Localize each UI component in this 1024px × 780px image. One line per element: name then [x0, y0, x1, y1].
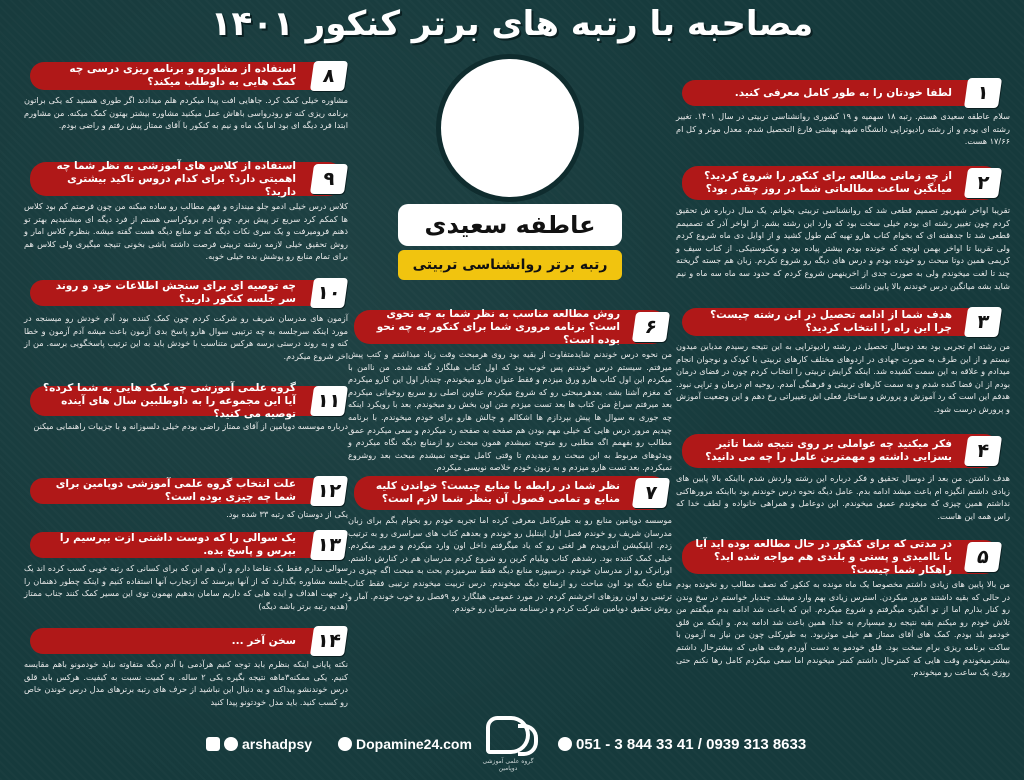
answer-12: یکی از دوستان که رتبه ۳۳ شده بود.	[226, 509, 348, 519]
question-2-number: ۲	[964, 168, 1002, 198]
instagram-icon	[206, 737, 220, 751]
question-5-number: ۵	[964, 542, 1002, 572]
answer-4: هدف داشتن. من بعد از دوسال تحقیق و فکر درباره این رشته واردش شدم بااینکه بالا پایین های زیادی داشتم انگیزه ام باعث میشد ادامه بدم. عامل دیگه نحوه درس خوندنم بود بااینکه مرورهاکنی نداشتم همین چیزی که میخوندم عمیق میخوندم. این دوعامل و همراهی خانواده و لطف خدا که راس همه این هاست.	[676, 473, 1010, 521]
answer-13: سوالی ندارم فقط یک تقاضا دارم و آن هم این که برای کسانی که رتبه خوبی کسب کرده اند یک جلسه مشاوره بگذارند که از آنها بپرسند که ازتجارب آنها استفاده کنیم و اینکه چطور ذهنمان را در جهت اهداف و ایده هایی که داریم سامان بدهیم بهمون توی این مسیر کمک کنند جناب ممتاز (هدیه رتبه برتر باشه دیگه)	[24, 563, 348, 611]
answer-3: من رشته ام تجربی بود بعد دوسال تحصیل در رشته رادیوتراپی به این نتیجه رسیدم مدیاین میدون نیستم و از این طرف به صورت جهادی در اردوهای مختلف کارهای تربیتی با کودک و نوجوان انجام میدادم و علاقه به این سمت کشیده شد. اینکه گرایش تربیتی را انتخاب کردم چون در فضای درمان بودم از ان فضا کنده شدم و به سمت کارهای تربیتی و فرهنگی آمدم. روحیه ام درمان و تراپی نبود. هدفم این است که رد آموزش و پرورش و ساختار فعلی اش تغییراتی رخ دهم و این وضعیت آموزش و پرورش درست شود.	[676, 341, 1010, 414]
answer-7: موسسه دوپامین منابع رو به طورکامل معرفی کرده اما تجربه خودم رو بخوام بگم برای زبان مدرسان شریف رو خوندم فصل اول اینتلیل رو خوندم و بعدهم کتاب های سراسری رو به ترتیب زدم. اپلیکیشن آندرویدم هر لغتی رو که یاد میگرفتم داخل اون وارد میکردم و مرور میکردم. خیلی کمک کننده بود. رشدهم کتاب ویلیام کرین رو شروع کردم مدرسان هم در کنارش داشتم. اورانرک رو از مدرسان خوندم. درسپوزه منابع دیگه فقط سرمیزدم بحث به مبحث اگه چیزی در منابع دیگه بود اون مباحث رو ازمنابع دیگه میخوندم. درس تربیت میخوندم ترتیبی فقط کتاب ترتیبی رو اون روزهای اخرشنم کردم. در مورد عمومی هیلگارد رو ۹فصل رو خوب خوندم. آمار و روش تحقیق دوپامین شرکت کردم و درسنامه مدرسان رو خوندم.	[348, 515, 672, 614]
answer-11: درباره موسسه دوپامین از آقای ممتاز راضی بودم خیلی دلسوزانه و با جزییات راهنمایی میکنن	[33, 421, 348, 431]
question-9-number: ۹	[310, 164, 348, 194]
social-text: arshadpsy	[242, 736, 313, 752]
answer-6: من نحوه درس خوندنم شایدمتفاوت از بقیه بود روی هرمبحث وقت زیاد میذاشتم و کتب پیش میرفتم. سیستم درس خوندنم پس خوب بود که اول کتاب هیلگارد گفته شده. من ناامن با میکردم این اول کتاب هارو ورق میزدم و فقط عنوان هارو میخوندم. چندبار اول این کارو میکردم که مغزم آشنا بشه. بعدهرمبحثی رو که شروع میکردم عناوین اصلی رو سریع روخوانی میکردم بعد میرفتم سراغ متن کتاب ها بعد تست میزدم متن اون بخش رو میخوندم. بعد با رویکرد اینکه چه جوری به سوال ها پیش بپردازم ها اشکالم و چالش هارو برای خودم میخوندم. با برنامه چیدیم مرور درس هایی که خیلی مهم بودن هم صفحه به صفحه رد میکردم و سعی میکردم عمق مطالب رو بفهمم اگه مطلبی رو متوجه نمیشدم همون مبحث رو ازمنابع دیگه نگاه میکردم و ویدئوهای مربوط به این مبحث رو میدیدم تا وقتی کامل متوجه نمیشدم مبحث بعد روشروع نمیکردم. بعد تست هارو میزدم و به زبون خودم خلاصه نویسی میکردم.	[348, 349, 672, 473]
question-12-head	[30, 478, 344, 504]
answer-5: من بالا پایین های زیادی داشتم مخصوصا یک ماه مونده به کنکور که نصف مطالب رو نخونده بودم در حالی که بقیه داشتند مرور میکردن. استرس زیادی بهم وارد میشد. چندبار خواستم در سخ وندن رو کنار بذارم اما از تو انگیزه میگرفتم و شروع میکردم. این که باعث شد ادامه بدم میگفتم من تلاش خودم رو میکنم بقیه نتیجه رو میسپارم به خدا. همین باعث شد ادامه بدم. و اینکه من قلق خودمو بلد بودم. کمک های آقای ممتاز هم خیلی موثربود. به طورکلی چون من نیاز به آزمون با ساکت برنامه ریزی برام سخت بود. قلق خودمو به دست آوردم وقت هایی که بیشترحال داشتم بیشترمیخوندم وقت هایی که کمترحال داشتم کمتر میخوندم اما سعی میکردم کامل رها نکنم حتی روزی یک ساعت رو میخوندم.	[676, 579, 1010, 678]
question-11-number: ۱۱	[310, 386, 348, 416]
question-4-head	[682, 434, 1000, 468]
question-8-head	[30, 62, 344, 90]
question-5-head	[682, 537, 1000, 576]
telegram-icon	[224, 737, 238, 751]
question-3-number: ۳	[964, 307, 1002, 337]
question-12-text: علت انتخاب گروه علمی آموزشی دوپامین برای شما چه چیزی بوده است؟	[55, 478, 296, 503]
question-14-head	[30, 628, 344, 654]
profile-rank: رتبه برتر روانشناسی تربیتی	[398, 250, 622, 280]
website-text: Dopamine24.com	[356, 736, 472, 752]
social-handle[interactable]	[206, 736, 312, 752]
question-1-head	[682, 80, 1000, 106]
answer-8: مشاوره خیلی کمک کرد. جاهایی افت پیدا میکردم هلم میدادند اگر طوری هستید که یکی براتون برنامه ریزی کنه تو رودرواسی باهاش عمل میکنید مشاوره بیشتر بهتون کمک میکنه. من مشاورم ابتدا فرد دیگه ای بود اما یک ماه و نیم به کنکور با آقای ممتاز پیش رفتم و راضی بودم.	[24, 95, 348, 131]
question-13-text: یک سوالی را که دوست داشتی ازت بپرسیم را بپرس و پاسخ بده.	[59, 532, 296, 557]
question-4-text: فکر میکنید چه عواملی بر روی نتیجه شما تاثیر بسزایی داشته و مهمترین عامل را چه می دانید؟	[705, 438, 952, 463]
question-2-text: از چه زمانی مطالعه برای کنکور را شروع کردید؟ میانگین ساعت مطالعاتی شما در روز چقدر بود؟	[704, 170, 952, 195]
dopamine-logo	[478, 716, 538, 772]
question-12-number: ۱۲	[310, 476, 348, 506]
phone-text: 051 - 3 844 33 41 / 0939 313 8633	[576, 736, 807, 753]
phone-icon	[558, 737, 572, 751]
question-9-text: استفاده از کلاس های آموزشی به نظر شما چه اهمیتی دارد؟ برای کدام دروس تاکید بیشتری دارید؟	[56, 159, 296, 198]
question-7-text: نظر شما در رابطه با منابع چیست؟ خواندن کلیه منابع و تمامی فصول آن بنظر شما لازم است؟	[375, 480, 620, 505]
profile-name: عاطفه سعیدی	[398, 204, 622, 246]
question-10-number: ۱۰	[310, 278, 348, 308]
question-13-head	[30, 532, 344, 558]
question-6-text: روش مطالعه مناسب به نظر شما به چه نحوی است؟ برنامه مروری شما برای کنکور به چه نحو بوده است؟	[376, 307, 620, 346]
answer-10: آزمون های مدرسان شریف رو شرکت کردم چون کمک کننده بود آدم خودش رو میسنجه در مورد اینکه سرجلسه به چه ترتیبی سوال هارو پاسخ بدی آزمون باعث میشه آدم آزمون و خطا کنه و به روند درستی برسه هرکس متناسب با خودش باید به این ترتیب پاسخگویی برسه. من از اخر شروع میکردم.	[24, 313, 348, 361]
question-11-text: گروه علمی آموزشی چه کمک هایی به شما کرده؟ آیا این مجموعه را به داوطلبین سال های آینده توصیه می کنید؟	[43, 381, 296, 420]
question-8-text: استفاده از مشاوره و برنامه ریزی درسی چه کمک هایی به داوطلب میکند؟	[69, 63, 296, 88]
question-8-number: ۸	[310, 61, 348, 91]
question-4-number: ۴	[964, 436, 1002, 466]
question-2-head	[682, 166, 1000, 200]
logo-caption: گروه علمی آموزشی دوپامین	[482, 758, 534, 772]
question-9-head	[30, 159, 344, 198]
question-13-number: ۱۳	[310, 530, 348, 560]
answer-9: کلاس درس خیلی ادمو جلو میندازه و فهم مطالب رو ساده میکنه من چون فرصتم کم بود کلاس ها کمکم کرد سریع تر پیش برم. چون ادم بروکراسی هستم از فرد دیگه ای میشنیدیم بهتر تو ذهنم فرومیرفت و یک سری نکات دیگه که تو منابع دیگه هست گفته میشه. بنظرم کلاس امار و روش تحقیق خیلی لازمه رشته تربیتی فرصت داشته باشی بخونی تنیجه میگیری ولی کلاس هم برای تمام منابع رو پوشش بده خیلی خوبه.	[24, 201, 348, 262]
footer	[0, 708, 1024, 780]
question-3-text: هدف شما از ادامه تحصیل در این رشته چیست؟ چرا این راه را انتخاب کردید؟	[710, 309, 952, 334]
question-1-text: لطفا خودتان را به طور کامل معرفی کنید.	[734, 86, 952, 99]
answer-14: نکته پایانی اینکه بنظرم باید توجه کنیم هرآدمی با آدم دیگه متفاوته نباید خودمونو باهم مقایسه کنیم. یکی ممکنه۳ماهه نتیجه بگیره یکی ۲ ساله. به کمیت نسبت به کیفیت. هرکس باید قلق درس خوندنشو پیداکنه و به دنبال این نباشید از حرف های رتبه برترهای مدل درس خوندن خاص رو کسب کنید. باید مدل خودتونو پیدا کنید	[24, 659, 348, 707]
question-6-number: ۶	[632, 312, 670, 342]
question-10-text: چه توصیه ای برای سنجش اطلاعات خود و روند سر جلسه کنکور دارید؟	[55, 280, 296, 305]
question-5-text: در مدتی که برای کنکور در حال مطالعه بوده اید آیا با ناامیدی و پستی و بلندی هم مواجه شده اید؟ راهکار شما چیست؟	[695, 537, 952, 576]
question-14-number: ۱۴	[310, 626, 348, 656]
answer-2: تقریبا اواخر شهریور تصمیم قطعی شد که روانشناسی تربیتی بخوانم. یک سال درباره ش تحقیق کردم چون تغییر رشته ای بودم خیلی سخت بود که وارد این رشته بشم. از اواخر آذر که تصمیمم قطعی شد تا جدهفته ای که بخوام کتاب هارو تهیه کنم طول کشید و از اوایل دی ماه شروع کردم ولی تقریبا تا اواخر بهمن اونچه که خونده بودم بیشتر پیاده بود و ویکتوستیکی. از کتاب سیف و کریمی همین دوتا مبحث رو خونده بودم و درس های دیگه رو شروع نکردم. زبان هم جسته گریخته چند تا لغت میخوندم ولی به صورت جدی از اخرینهمن شروع کردم که حدود سه ماه سه ماه و نیم شاید بشه میانگین درس خوندنم بالا پایین داشت	[676, 205, 1010, 291]
phone-numbers[interactable]	[558, 736, 806, 753]
website-link[interactable]	[338, 736, 472, 752]
question-6-head	[354, 307, 668, 346]
question-7-head	[354, 476, 668, 510]
page-title: مصاحبه با رتبه های برتر کنکور ۱۴۰۱	[210, 4, 814, 44]
avatar	[436, 54, 584, 202]
question-3-head	[682, 308, 1000, 336]
answer-1: سلام عاطفه سعیدی هستم. رتبه ۱۸ سهمیه و ۱۹ کشوری روانشناسی تربیتی در سال ۱۴۰۱. تغییر رشته ای بودم و از رشته رادیوتراپی دانشگاه شهید بهشتی فارغ التحصیل شدم. معدل موثر و کل ام ۱۷/۶۶ هست.	[676, 111, 1010, 147]
question-10-head	[30, 280, 344, 306]
question-1-number: ۱	[964, 78, 1002, 108]
question-7-number: ۷	[632, 478, 670, 508]
globe-icon	[338, 737, 352, 751]
question-14-text: سخن آخر ...	[231, 634, 296, 647]
question-11-head	[30, 381, 344, 420]
logo-mark-icon	[486, 716, 530, 754]
